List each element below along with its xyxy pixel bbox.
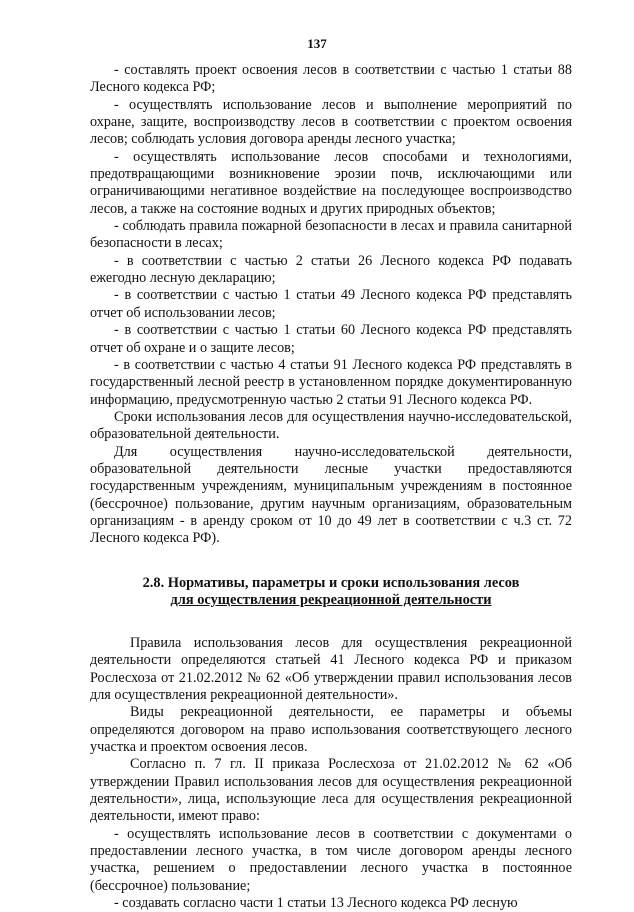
paragraph: - в соответствии с частью 1 статьи 60 Лесного кодекса РФ представлять отчет об охране и о защите лесов; [90,322,572,356]
section-heading [90,575,572,610]
top-section [90,62,572,548]
paragraph: - создавать согласно части 1 статьи 13 Лесного кодекса РФ лесную [114,894,518,911]
paragraph: Правила использования лесов для осуществления рекреационной деятельности определяются статьей 41 Лесного кодекса РФ и приказом Рослесхоза от 21.02.2012 № 62 «Об утверждении правил использования лесов для осуществления рекреационной деятельности». [90,634,572,703]
paragraph: - соблюдать правила пожарной безопасности в лесах и правила санитарной безопасности в лесах; [90,218,572,252]
paragraph: - составлять проект освоения лесов в соответствии с частью 1 статьи 88 Лесного кодекса РФ; [90,62,572,96]
paragraph: - в соответствии с частью 1 статьи 49 Лесного кодекса РФ представлять отчет об использовании лесов; [90,287,572,321]
bottom-section [90,635,572,912]
paragraph: - осуществлять использование лесов способами и технологиями, предотвращающими возникновение эрозии почв, исключающими или ограничивающими негативное воздействие на последующее воспроизводство лесов, а также на состояние водных и других природных объектов; [90,148,572,217]
paragraph: - в соответствии с частью 4 статьи 91 Лесного кодекса РФ представлять в государственный лесной реестр в установленном порядке документированную информацию, предусмотренную частью 2 статьи 91 Лесного кодекса РФ. [90,356,572,408]
paragraph: Сроки использования лесов для осуществления научно-исследовательской, образовательной деятельности. [90,408,572,443]
paragraph: Согласно п. 7 гл. II приказа Рослесхоза от 21.02.2012 № 62 «Об утверждении Правил использования лесов для осуществления рекреационной деятельности», лица, использующие леса для осуществления рекреационной деятельности, имеют право: [90,756,572,825]
paragraph: - в соответствии с частью 2 статьи 26 Лесного кодекса РФ подавать ежегодно лесную декларацию; [90,252,572,287]
paragraph: - осуществлять использование лесов в соответствии с документами о предоставлении лесного участка, в том числе договором аренды лесного участка, решением о предоставлении лесного участка в постоянное (бессрочное) пользование; [90,825,572,894]
page-content [90,62,572,912]
section-heading-line2: для осуществления рекреационной деятельности [170,592,492,609]
paragraph: Для осуществления научно-исследовательской деятельности, образовательной деятельности лесные участки предоставляются государственным учреждениям, муниципальным учреждениям в постоянное (бессрочное) пользование, другим научным организациям, образовательным организациям - в аренду сроком от 10 до 49 лет в соответствии с ч.3 ст. 72 Лесного кодекса РФ). [90,443,572,547]
section-heading-line1: 2.8. Нормативы, параметры и сроки использования лесов [142,574,520,591]
page-number: 137 [307,36,327,51]
paragraph: Виды рекреационной деятельности, ее параметры и объемы определяются договором на право использования соответствующего лесного участка и проектом освоения лесов. [90,704,572,755]
paragraph: - осуществлять использование лесов и выполнение мероприятий по охране, защите, воспроизводству лесов в соответствии с проектом освоения лесов; соблюдать условия договора аренды лесного участка; [90,96,572,148]
